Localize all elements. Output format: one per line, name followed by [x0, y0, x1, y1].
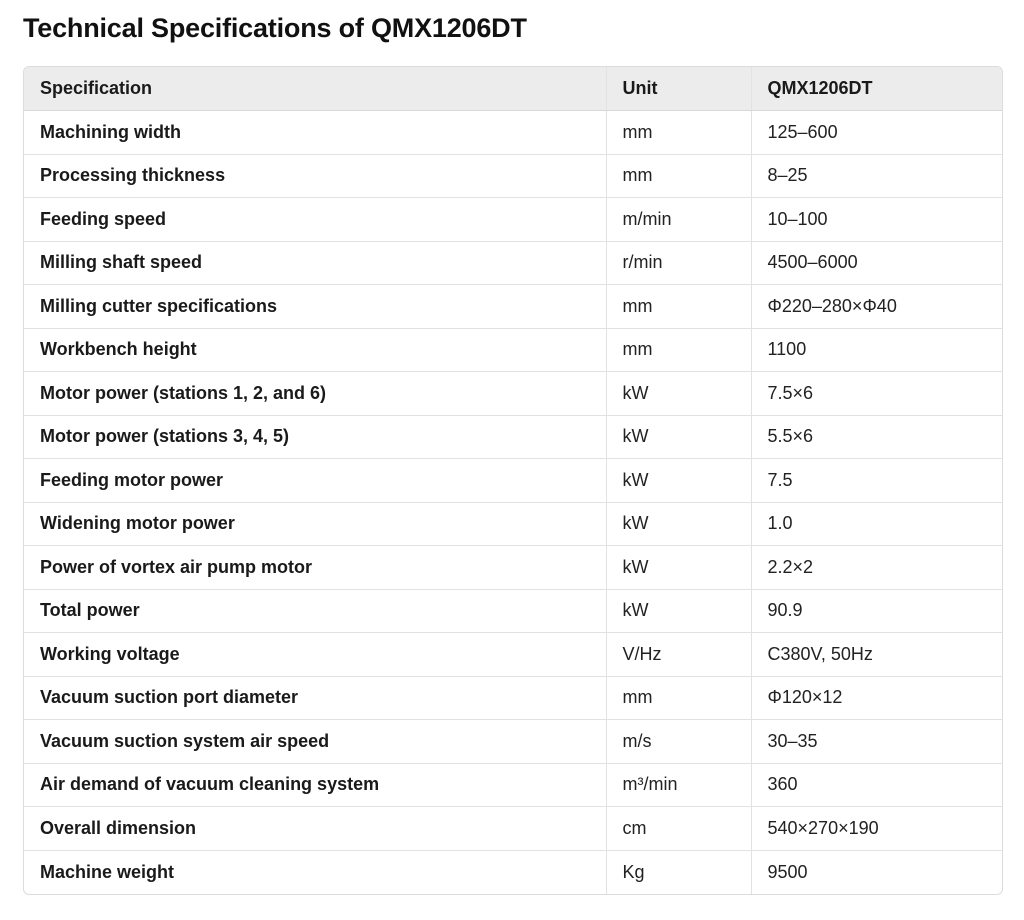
value-cell: 540×270×190: [751, 807, 1002, 851]
value-cell: C380V, 50Hz: [751, 633, 1002, 677]
value-cell: 30–35: [751, 720, 1002, 764]
value-cell: 125–600: [751, 111, 1002, 155]
unit-cell: mm: [606, 676, 751, 720]
table-row: [24, 720, 1002, 764]
table-row: [24, 328, 1002, 372]
unit-cell: kW: [606, 589, 751, 633]
unit-cell: Kg: [606, 850, 751, 894]
table-row: [24, 633, 1002, 677]
table-body: [24, 111, 1002, 894]
spec-name-cell: Overall dimension: [24, 807, 606, 851]
unit-cell: kW: [606, 502, 751, 546]
value-cell: 8–25: [751, 154, 1002, 198]
table-row: [24, 198, 1002, 242]
spec-name-cell: Working voltage: [24, 633, 606, 677]
spec-name-cell: Total power: [24, 589, 606, 633]
spec-name-cell: Motor power (stations 3, 4, 5): [24, 415, 606, 459]
table-row: [24, 111, 1002, 155]
unit-cell: mm: [606, 328, 751, 372]
value-cell: 1100: [751, 328, 1002, 372]
spec-name-cell: Feeding speed: [24, 198, 606, 242]
table-row: [24, 459, 1002, 503]
table-row: [24, 372, 1002, 416]
value-cell: 5.5×6: [751, 415, 1002, 459]
value-cell: 10–100: [751, 198, 1002, 242]
spec-name-cell: Machine weight: [40, 861, 175, 882]
unit-cell: kW: [606, 415, 751, 459]
table-header: [24, 67, 1002, 111]
table-row: [24, 850, 1002, 894]
unit-cell: m/s: [606, 720, 751, 764]
unit-cell: kW: [606, 546, 751, 590]
unit-cell: kW: [606, 459, 751, 503]
value-cell: 2.2×2: [751, 546, 1002, 590]
unit-cell: mm: [606, 154, 751, 198]
table-row: [24, 589, 1002, 633]
table-row: [24, 502, 1002, 546]
table-row: [24, 676, 1002, 720]
unit-cell: V/Hz: [606, 633, 751, 677]
header-unit: Unit: [606, 67, 751, 111]
value-cell: 7.5×6: [751, 372, 1002, 416]
spec-name-cell: Vacuum suction port diameter: [24, 676, 606, 720]
unit-cell: m³/min: [606, 763, 751, 807]
specifications-table-container: [23, 66, 1003, 895]
spec-name-cell: Workbench height: [24, 328, 606, 372]
spec-name-cell: Milling cutter specifications: [24, 285, 606, 329]
header-specification: Specification: [24, 67, 606, 111]
spec-name-cell: Machining width: [24, 111, 606, 155]
unit-cell: m/min: [606, 198, 751, 242]
unit-cell: mm: [606, 285, 751, 329]
value-cell: 1.0: [751, 502, 1002, 546]
header-row: [24, 67, 1002, 111]
table-row: [24, 415, 1002, 459]
value-cell: 9500: [751, 850, 1002, 894]
value-cell: 360: [751, 763, 1002, 807]
value-cell: Φ120×12: [751, 676, 1002, 720]
value-cell: Φ220–280×Φ40: [751, 285, 1002, 329]
spec-name-cell: Widening motor power: [24, 502, 606, 546]
table-row: [24, 546, 1002, 590]
table-row: [24, 154, 1002, 198]
header-model: QMX1206DT: [751, 67, 1002, 111]
spec-name-cell: Motor power (stations 1, 2, and 6): [24, 372, 606, 416]
value-cell: 4500–6000: [751, 241, 1002, 285]
table-row: [24, 763, 1002, 807]
unit-cell: mm: [606, 111, 751, 155]
value-cell: 7.5: [751, 459, 1002, 503]
unit-cell: cm: [606, 807, 751, 851]
unit-cell: kW: [606, 372, 751, 416]
spec-name-cell: Processing thickness: [24, 154, 606, 198]
spec-name-cell: Air demand of vacuum cleaning system: [24, 763, 606, 807]
table-row: [24, 285, 1002, 329]
specifications-table: [24, 67, 1002, 894]
table-row: [24, 807, 1002, 851]
spec-name-cell: Feeding motor power: [24, 459, 606, 503]
page-title: Technical Specifications of QMX1206DT: [23, 13, 527, 43]
spec-name-cell: Milling shaft speed: [24, 241, 606, 285]
spec-name-cell: Vacuum suction system air speed: [24, 720, 606, 764]
spec-name-cell: Power of vortex air pump motor: [24, 546, 606, 590]
table-row: [24, 241, 1002, 285]
value-cell: 90.9: [751, 589, 1002, 633]
unit-cell: r/min: [606, 241, 751, 285]
